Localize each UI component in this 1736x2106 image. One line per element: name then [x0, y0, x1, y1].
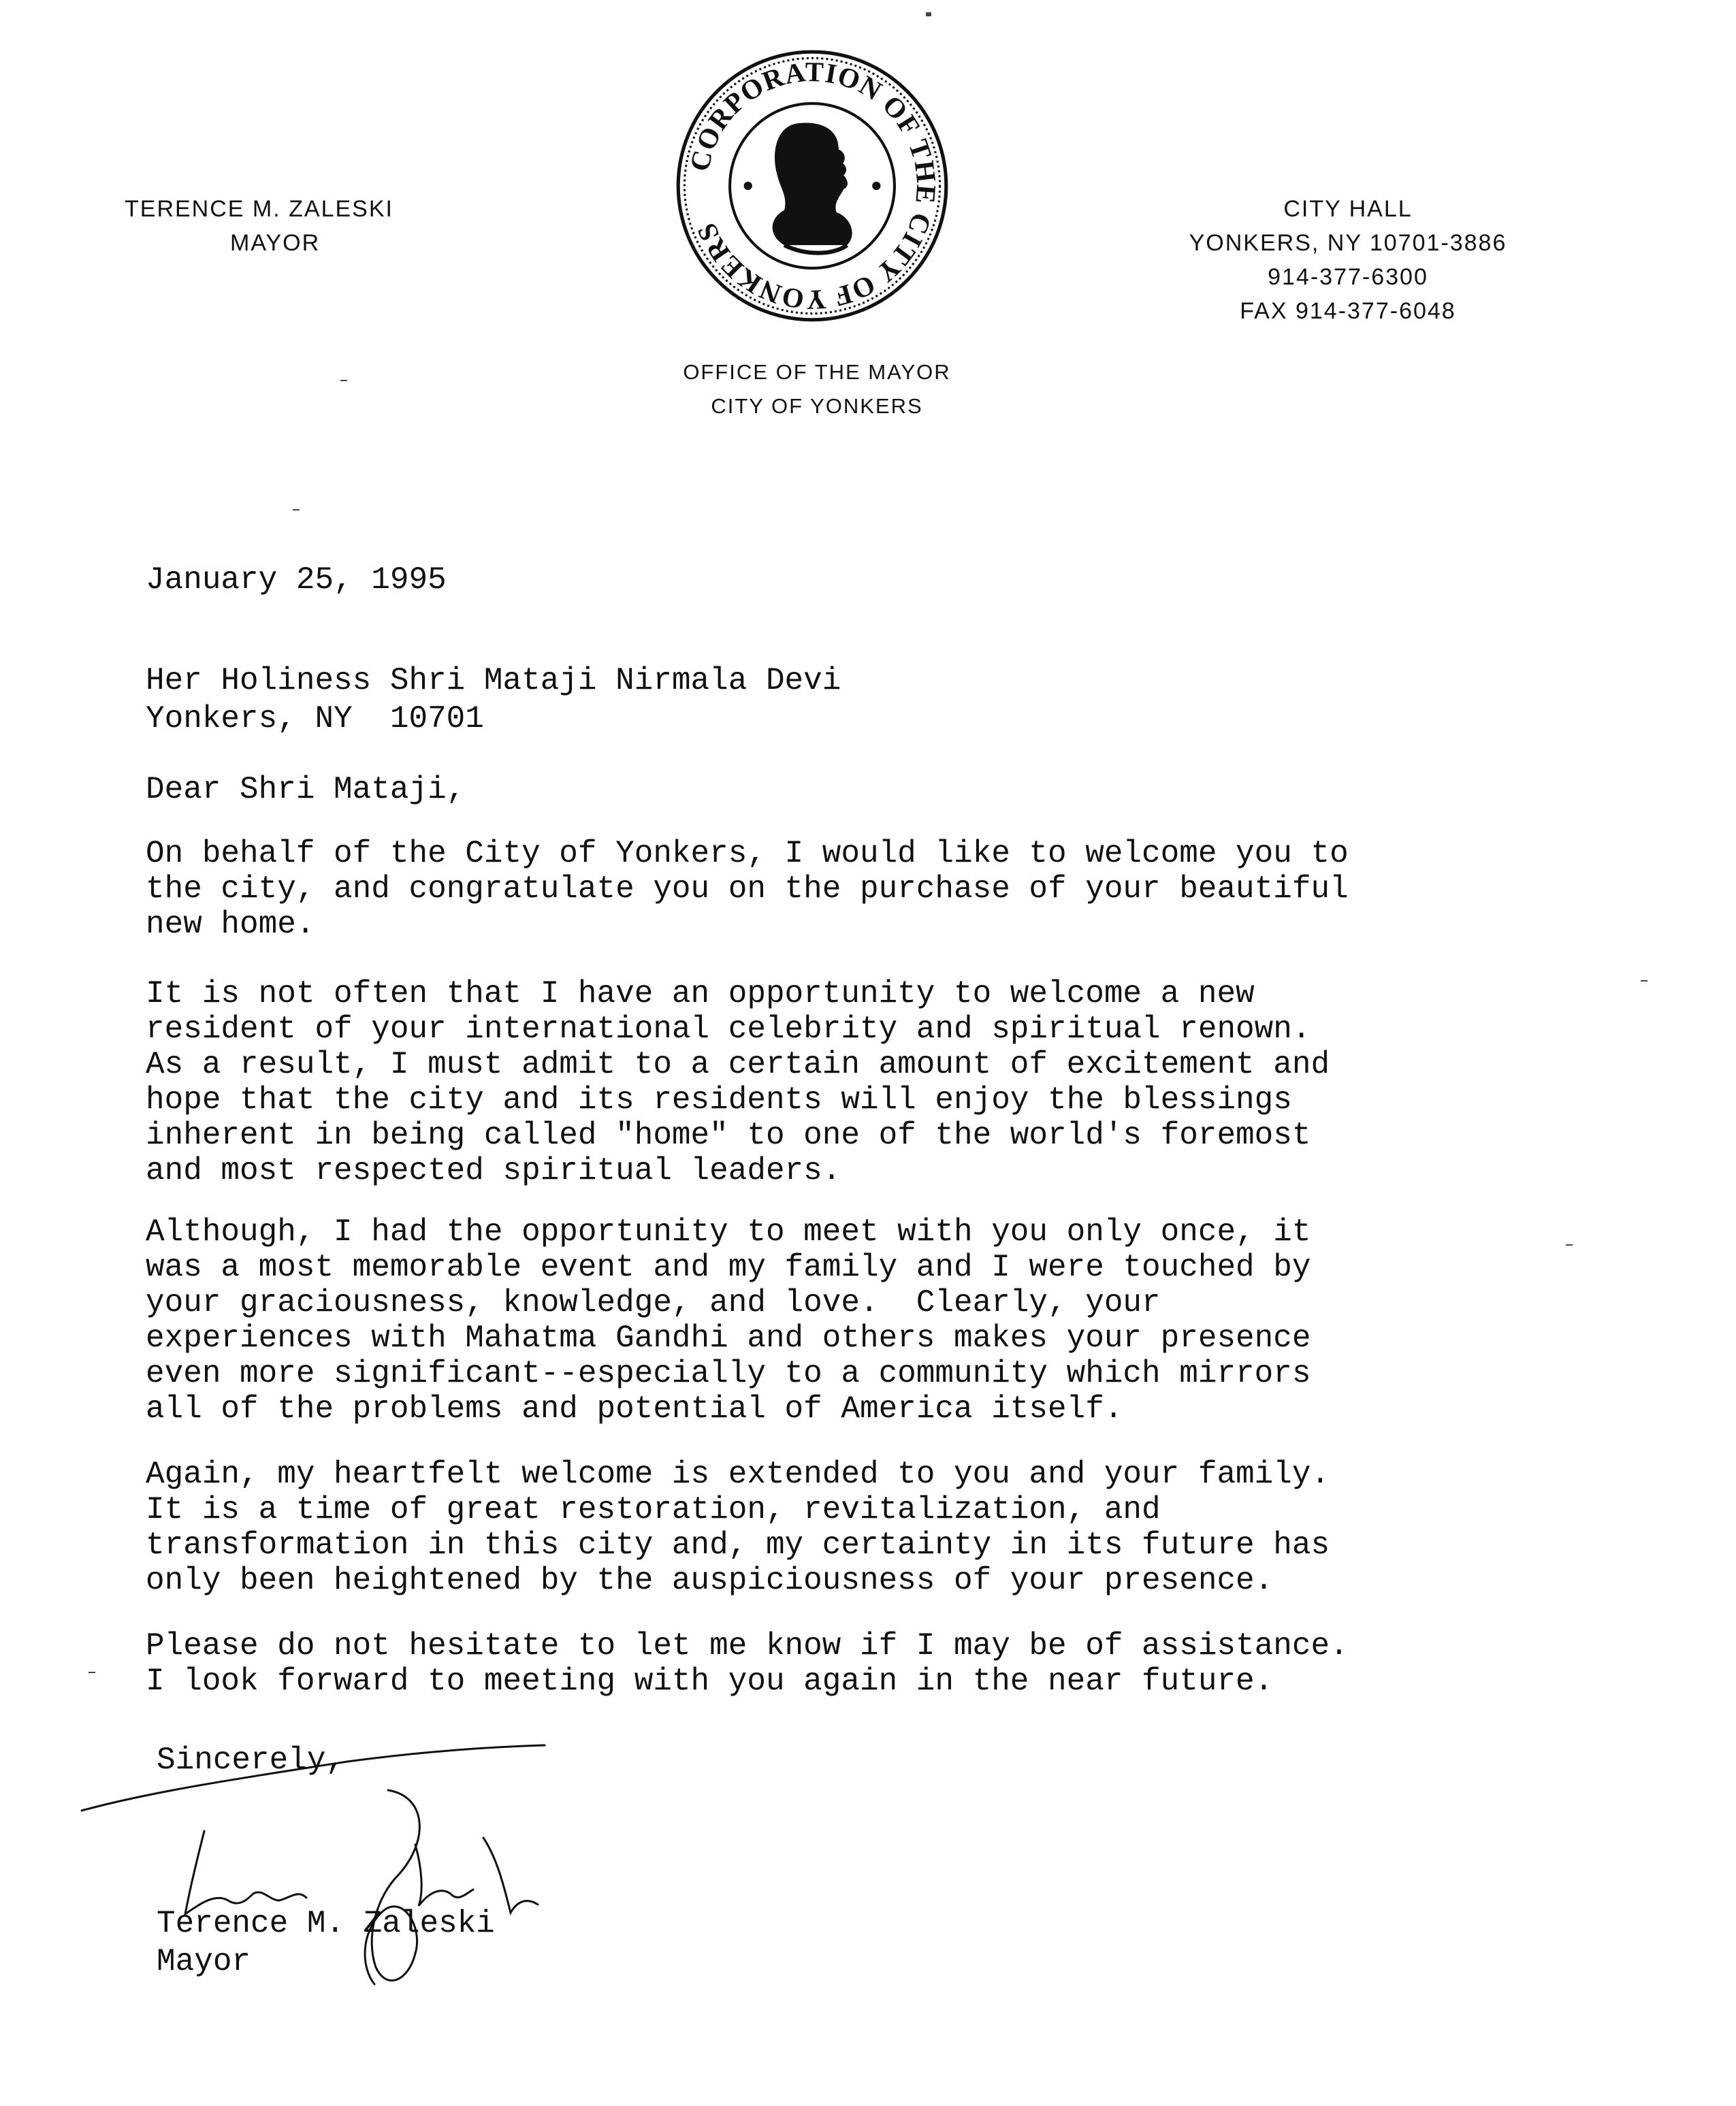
paragraph-line: all of the problems and potential of America itself. — [146, 1391, 1123, 1427]
signer-title: Mayor — [157, 1944, 251, 1979]
mayor-name: TERENCE M. ZALESKI — [125, 196, 393, 222]
scan-speck — [1641, 980, 1647, 982]
signer-name: Terence M. Zaleski — [157, 1906, 495, 1941]
letter-date: January 25, 1995 — [146, 562, 447, 598]
letterhead-mayor-block — [125, 192, 465, 260]
paragraph-line: I look forward to meeting with you again in the near future. — [146, 1664, 1274, 1699]
paragraph-line: It is not often that I have an opportunity to welcome a new — [146, 976, 1255, 1011]
city-seal-logo — [673, 46, 952, 325]
scan-speck — [926, 12, 931, 16]
paragraph-line: Although, I had the opportunity to meet with you only once, it — [146, 1214, 1311, 1250]
paragraph-line: On behalf of the City of Yonkers, I would like to welcome you to — [146, 836, 1349, 871]
paragraph-line: the city, and congratulate you on the purchase of your beautiful — [146, 871, 1349, 907]
fax-line: FAX 914-377-6048 — [1240, 298, 1456, 324]
paragraph-line: even more significant--especially to a community which mirrors — [146, 1356, 1311, 1391]
paragraph-line: hope that the city and its residents will enjoy the blessings — [146, 1082, 1292, 1118]
paragraph-line: experiences with Mahatma Gandhi and others makes your presence — [146, 1321, 1311, 1356]
paragraph-line: transformation in this city and, my certainty in its future has — [146, 1527, 1330, 1563]
address-line: YONKERS, NY 10701-3886 — [1189, 230, 1507, 256]
paragraph-line: As a result, I must admit to a certain amount of excitement and — [146, 1047, 1330, 1082]
paragraph-2 — [146, 976, 1562, 1188]
paragraph-line: resident of your international celebrity and spiritual renown. — [146, 1011, 1311, 1047]
letterhead-address-block — [1130, 192, 1566, 328]
handwritten-signature — [75, 1722, 592, 1994]
paragraph-5 — [146, 1628, 1562, 1699]
office-line: OFFICE OF THE MAYOR — [683, 360, 951, 384]
office-line: CITY OF YONKERS — [711, 394, 923, 418]
paragraph-line: It is a time of great restoration, revitalization, and — [146, 1492, 1161, 1527]
paragraph-line: and most respected spiritual leaders. — [146, 1153, 841, 1188]
scan-speck — [293, 509, 300, 511]
svg-text:CORPORATION OF THE CITY OF YON: CORPORATION OF THE CITY OF YONKERS — [683, 55, 943, 317]
recipient-name: Her Holiness Shri Mataji Nirmala Devi — [146, 663, 841, 698]
salutation: Dear Shri Mataji, — [146, 772, 466, 807]
paragraph-line: Again, my heartfelt welcome is extended to you and your family. — [146, 1457, 1330, 1492]
scan-speck — [89, 1672, 95, 1673]
phone-line: 914-377-6300 — [1268, 264, 1428, 290]
paragraph-3 — [146, 1214, 1562, 1427]
paragraph-line: inherent in being called "home" to one of the world's foremost — [146, 1118, 1311, 1153]
paragraph-line: only been heightened by the auspiciousness of your presence. — [146, 1563, 1274, 1598]
paragraph-line: was a most memorable event and my family and I were touched by — [146, 1250, 1311, 1285]
paragraph-4 — [146, 1457, 1562, 1598]
recipient-address: Yonkers, NY 10701 — [146, 701, 484, 736]
paragraph-1 — [146, 836, 1562, 942]
paragraph-line: Please do not hesitate to let me know if I may be of assistance. — [146, 1628, 1349, 1664]
scan-speck — [1566, 1244, 1573, 1246]
office-heading — [626, 355, 1008, 423]
paragraph-line: new home. — [146, 907, 315, 942]
scan-speck — [340, 380, 347, 381]
paragraph-line: your graciousness, knowledge, and love. Clearly, your — [146, 1285, 1161, 1321]
address-line: CITY HALL — [1283, 196, 1413, 222]
mayor-title: MAYOR — [230, 230, 321, 256]
closing: Sincerely, — [157, 1743, 345, 1778]
